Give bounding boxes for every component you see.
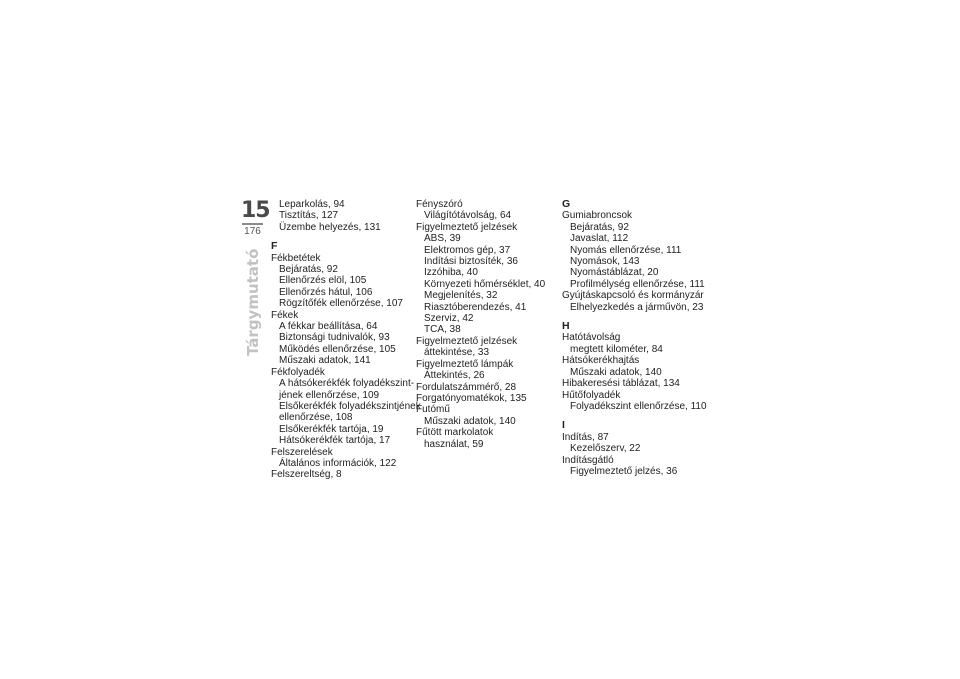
index-entry: Gumiabroncsok xyxy=(562,210,633,222)
index-entry: Figyelmeztető lámpák xyxy=(416,358,514,370)
index-subentry: Indítási biztosíték, 36 xyxy=(424,256,518,268)
index-entry: Felszereltség, 8 xyxy=(271,469,342,481)
index-subentry: Elhelyezkedés a járművön, 23 xyxy=(570,301,704,313)
index-entry: Hatótávolság xyxy=(562,332,621,344)
index-subentry: Megjelenítés, 32 xyxy=(424,290,498,302)
index-subentry: Áttekintés, 26 xyxy=(424,370,485,382)
index-entry: Fékek xyxy=(271,309,299,321)
index-subentry: Műszaki adatok, 141 xyxy=(279,355,371,367)
chapter-marker xyxy=(241,198,270,239)
index-subentry: Profilmélység ellenőrzése, 111 xyxy=(570,278,705,290)
index-subentry: Hátsókerékfék tartója, 17 xyxy=(279,435,391,447)
index-subentry: Elektromos gép, 37 xyxy=(424,244,511,256)
index-subentry: jének ellenőrzése, 109 xyxy=(279,389,380,401)
index-entry: Hátsókerékhajtás xyxy=(562,355,640,367)
index-entry: Felszerelések xyxy=(271,446,333,458)
index-subentry: Nyomástáblázat, 20 xyxy=(570,267,659,279)
index-subentry: Nyomások, 143 xyxy=(570,256,640,268)
index-subentry: ellenőrzése, 108 xyxy=(279,412,353,424)
index-subentry: Műszaki adatok, 140 xyxy=(570,366,662,378)
index-entry: Futómű xyxy=(416,404,450,416)
section-title: Tárgymutató xyxy=(244,248,262,356)
index-subentry: Izzóhiba, 40 xyxy=(424,267,478,279)
index-subentry: Ellenőrzés hátul, 106 xyxy=(279,286,373,298)
index-letter-heading: G xyxy=(562,198,571,210)
index-subentry: A fékkar beállítása, 64 xyxy=(279,321,378,333)
index-subentry: A hátsókerékfék folyadékszint- xyxy=(279,378,415,390)
index-subentry: Javaslat, 112 xyxy=(570,233,629,245)
index-subentry: Ellenőrzés elöl, 105 xyxy=(279,275,367,287)
index-entry: Indításgátló xyxy=(562,454,614,466)
index-entry: Hűtőfolyadék xyxy=(562,389,621,401)
index-subentry: Figyelmeztető jelzés, 36 xyxy=(570,465,678,477)
index-subentry: Biztonsági tudnivalók, 93 xyxy=(279,332,390,344)
index-entry: Indítás, 87 xyxy=(562,431,609,443)
index-entry: Fényszóró xyxy=(416,199,463,210)
index-subentry: Riasztóberendezés, 41 xyxy=(424,301,527,313)
index-subentry: Működés ellenőrzése, 105 xyxy=(279,343,396,355)
index-subentry: megtett kilométer, 84 xyxy=(570,343,663,355)
index-subentry: ABS, 39 xyxy=(424,233,461,245)
index-subentry: Világítótávolság, 64 xyxy=(424,210,512,222)
chapter-number: 15 xyxy=(241,198,270,223)
index-entry: Figyelmeztető jelzések xyxy=(416,221,518,233)
index-entry: Gyújtáskapcsoló és kormányzár xyxy=(562,290,704,302)
index-subentry: Szerviz, 42 xyxy=(424,313,474,325)
page-number: 176 xyxy=(244,226,261,237)
index-column-1 xyxy=(271,199,421,481)
index-subentry: Általános információk, 122 xyxy=(279,457,397,469)
index-entry: Forgatónyomatékok, 135 xyxy=(416,392,527,404)
index-column-3 xyxy=(562,198,707,477)
index-subentry: Műszaki adatok, 140 xyxy=(424,415,516,427)
index-subentry: áttekintése, 33 xyxy=(424,347,490,359)
index-letter-heading: H xyxy=(562,320,570,333)
index-subentry: Elsőkerékfék tartója, 19 xyxy=(279,423,384,435)
index-entry: Fékbetétek xyxy=(271,252,321,264)
index-subentry: Bejáratás, 92 xyxy=(279,264,338,276)
index-subentry: Kezelőszerv, 22 xyxy=(570,443,641,455)
index-subentry: Elsőkerékfék folyadékszintjének xyxy=(279,400,421,412)
index-entry: Hibakeresési táblázat, 134 xyxy=(562,378,680,390)
index-subentry: Rögzítőfék ellenőrzése, 107 xyxy=(279,298,403,310)
index-subentry: Üzembe helyezés, 131 xyxy=(279,221,381,233)
index-entry: Fordulatszámmérő, 28 xyxy=(416,381,517,393)
index-subentry: használat, 59 xyxy=(424,438,484,450)
index-subentry: Bejáratás, 92 xyxy=(570,221,629,233)
index-entry: Figyelmeztető jelzések xyxy=(416,335,518,347)
index-letter-heading: F xyxy=(271,240,278,253)
index-column-2 xyxy=(416,199,556,450)
index-entry: Fűtött markolatok xyxy=(416,427,494,439)
index-subentry: Folyadékszint ellenőrzése, 110 xyxy=(570,400,707,412)
index-subentry: Nyomás ellenőrzése, 111 xyxy=(570,244,682,256)
index-letter-heading: I xyxy=(562,419,565,432)
index-subentry: Tisztítás, 127 xyxy=(279,210,339,222)
index-subentry: Környezeti hőmérséklet, 40 xyxy=(424,278,546,290)
index-subentry: TCA, 38 xyxy=(424,324,461,336)
index-entry: Fékfolyadék xyxy=(271,366,325,378)
index-subentry: Leparkolás, 94 xyxy=(279,199,345,210)
